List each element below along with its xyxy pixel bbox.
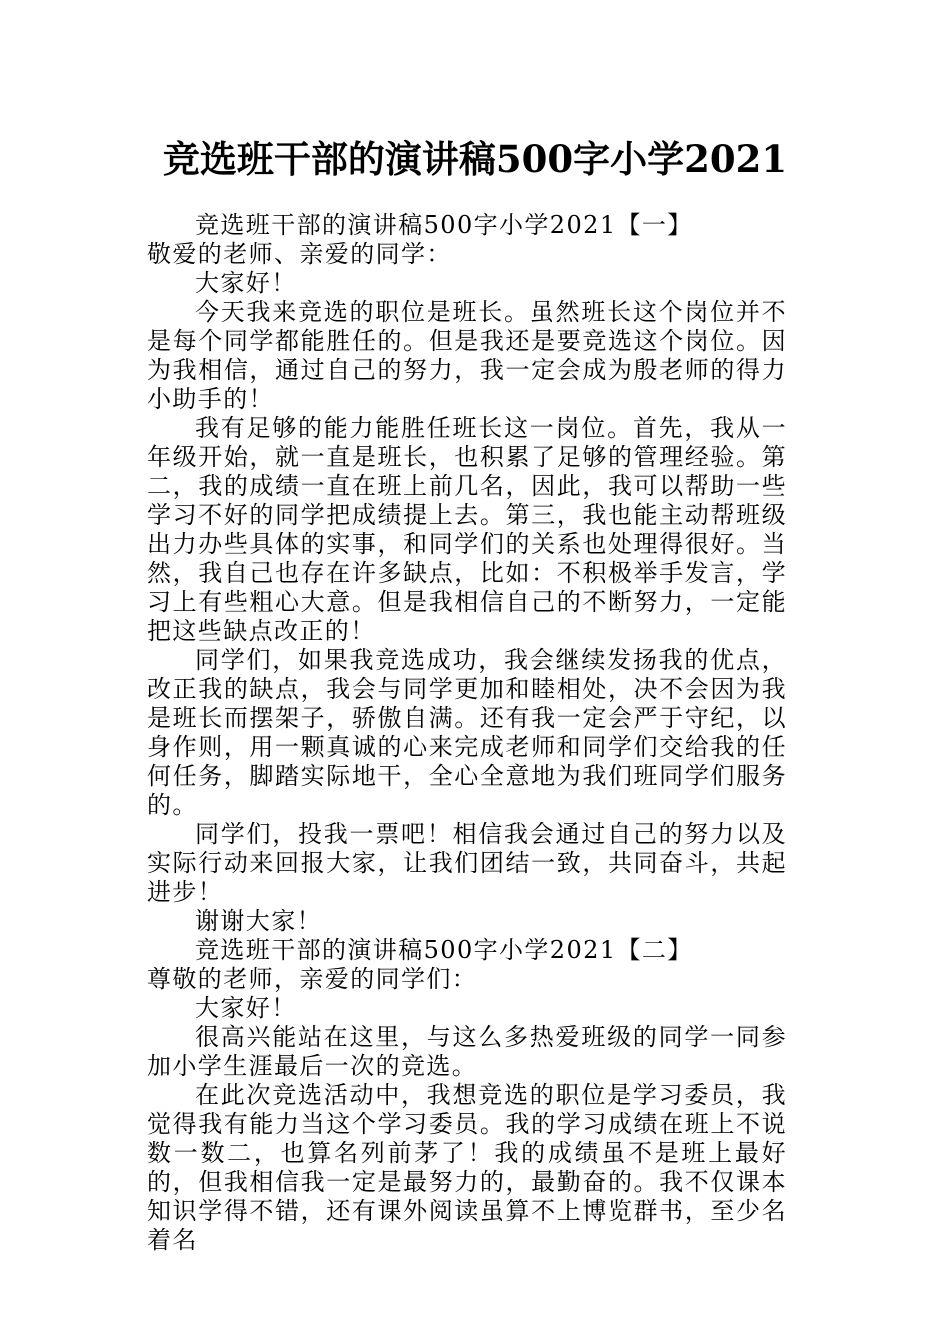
paragraph: 尊敬的老师，亲爱的同学们： [147,965,478,993]
paragraph: 谢谢大家！ [195,907,322,935]
paragraph: 同学们，如果我竞选成功，我会继续发扬我的优点，改正我的缺点，我会与同学更加和睦相处，决不会因为我是班长而摆架子，骄傲自满。还有我一定会严于守纪，以身作则，用一颗真诚的心来完成老师和同学们交给我的任何任务，脚踏实际地干，全心全意地为我们班同学们服务的。 [147,646,787,819]
paragraph: 同学们，投我一票吧！相信我会通过自己的努力以及实际行动来回报大家，让我们团结一致，共同奋斗，共起进步！ [147,820,787,906]
document-body [147,211,787,1255]
paragraph: 今天我来竞选的职位是班长。虽然班长这个岗位并不是每个同学都能胜任的。但是我还是要竞选这个岗位。因为我相信，通过自己的努力，我一定会成为殷老师的得力小助手的！ [147,298,787,413]
paragraph: 大家好！ [195,994,297,1022]
paragraph: 在此次竞选活动中，我想竞选的职位是学习委员，我觉得我有能力当这个学习委员。我的学习成绩在班上不说数一数二，也算名列前茅了！我的成绩虽不是班上最好的，但我相信我一定是最努力的，最勤奋的。我不仅课本知识学得不错，还有课外阅读虽算不上博览群书，至少名着名 [147,1081,787,1254]
paragraph: 我有足够的能力能胜任班长这一岗位。首先，我从一年级开始，就一直是班长，也积累了足够的管理经验。第二，我的成绩一直在班上前几名，因此，我可以帮助一些学习不好的同学把成绩提上去。第三，我也能主动帮班级出力办些具体的实事，和同学们的关系也处理得很好。当然，我自己也存在许多缺点，比如：不积极举手发言，学习上有些粗心大意。但是我相信自己的不断努力，一定能把这些缺点改正的！ [147,414,787,645]
paragraph: 大家好！ [195,269,297,297]
paragraph: 敬爱的老师、亲爱的同学： [147,240,452,268]
paragraph: 很高兴能站在这里，与这么多热爱班级的同学一同参加小学生涯最后一次的竞选。 [147,1023,787,1080]
paragraph: 竞选班干部的演讲稿500字小学2021【二】 [195,936,693,964]
paragraph: 竞选班干部的演讲稿500字小学2021【一】 [195,211,693,239]
document-title: 竞选班干部的演讲稿500字小学2021 [162,137,788,181]
